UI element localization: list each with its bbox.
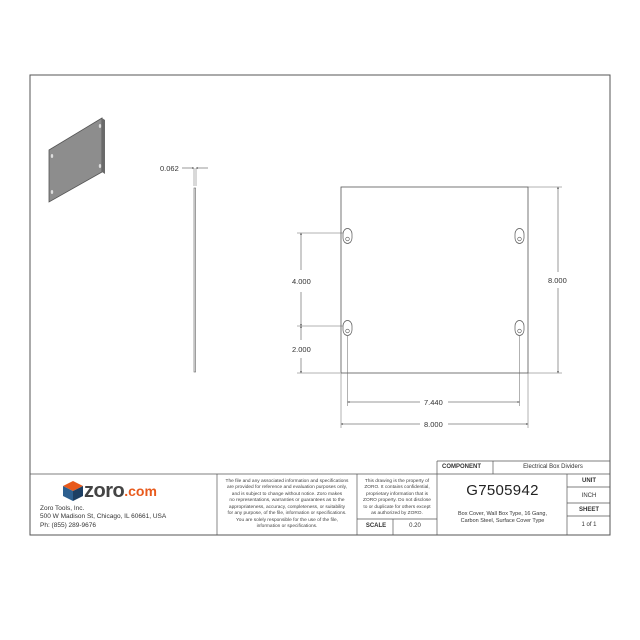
description-line: Carbon Steel, Surface Cover Type xyxy=(460,518,545,525)
isometric-view xyxy=(49,118,105,202)
disclaimer-text xyxy=(219,479,355,531)
disclaimer-line: and is subject to change without notice. Zoro makes xyxy=(231,491,343,497)
logo-suffix: .com xyxy=(124,483,157,499)
width-dimension: 8.000 xyxy=(424,420,443,429)
disclaimer-line: appropriateness, accuracy, completeness, or suitability xyxy=(228,504,346,510)
hole-span-dimension: 7.440 xyxy=(424,398,443,407)
mounting-hole-top-left xyxy=(343,229,352,244)
hole-offset-dimension: 2.000 xyxy=(292,345,311,354)
property-line: to or duplicate for others except xyxy=(363,504,431,510)
property-notice xyxy=(359,479,435,518)
disclaimer-line: for any purpose, of the file, information or specifications. xyxy=(227,511,347,517)
side-view xyxy=(182,168,208,372)
sheet-label: SHEET xyxy=(578,507,599,513)
disclaimer-line: are provided for reference and evaluation purposes only, xyxy=(227,485,347,491)
property-line: ZORO property. Do not disclose xyxy=(363,498,431,504)
height-dimension: 8.000 xyxy=(548,276,567,285)
disclaimer-line: You are solely responsible for the use of the file, xyxy=(236,517,338,523)
property-line: as authorized by ZORO. xyxy=(371,511,423,517)
property-line: This drawing is the property of xyxy=(364,479,430,484)
company-address xyxy=(40,505,166,530)
sheet-value: 1 of 1 xyxy=(581,522,597,528)
cube-logo-icon xyxy=(62,480,84,502)
component-value: Electrical Box Dividers xyxy=(523,464,583,470)
address-line: Zoro Tools, Inc. xyxy=(40,505,85,512)
unit-value: INCH xyxy=(581,493,597,499)
description-line: Box Cover, Wall Box Type, 16 Gang, xyxy=(458,511,547,517)
mounting-hole-bottom-right xyxy=(515,321,524,336)
scale-label: SCALE xyxy=(365,523,387,529)
zoro-logo xyxy=(62,478,157,504)
mounting-hole-bottom-left xyxy=(343,321,352,336)
address-line: 500 W Madison St, Chicago, IL 60661, USA xyxy=(40,513,167,521)
front-view xyxy=(341,187,528,373)
disclaimer-line: The file and any associated information and specifications xyxy=(225,479,349,484)
disclaimer-line: information or specifications. xyxy=(256,524,318,530)
part-number: G7505942 xyxy=(466,482,539,499)
scale-value: 0.20 xyxy=(409,523,421,529)
unit-label: UNIT xyxy=(582,478,596,484)
thickness-dimension: 0.062 xyxy=(160,164,179,173)
disclaimer-line: no representations, warranties or guarantees as to the xyxy=(229,498,345,504)
property-line: proprietary information that is xyxy=(365,491,429,497)
hole-spacing-dimension: 4.000 xyxy=(292,277,311,286)
logo-word: zoro xyxy=(84,479,125,502)
mounting-hole-top-right xyxy=(515,229,524,244)
property-line: ZORO. It contains confidential, xyxy=(364,485,430,491)
component-label: COMPONENT xyxy=(442,464,481,470)
part-description xyxy=(440,511,565,525)
address-line: Ph: (855) 289-9676 xyxy=(40,521,97,529)
